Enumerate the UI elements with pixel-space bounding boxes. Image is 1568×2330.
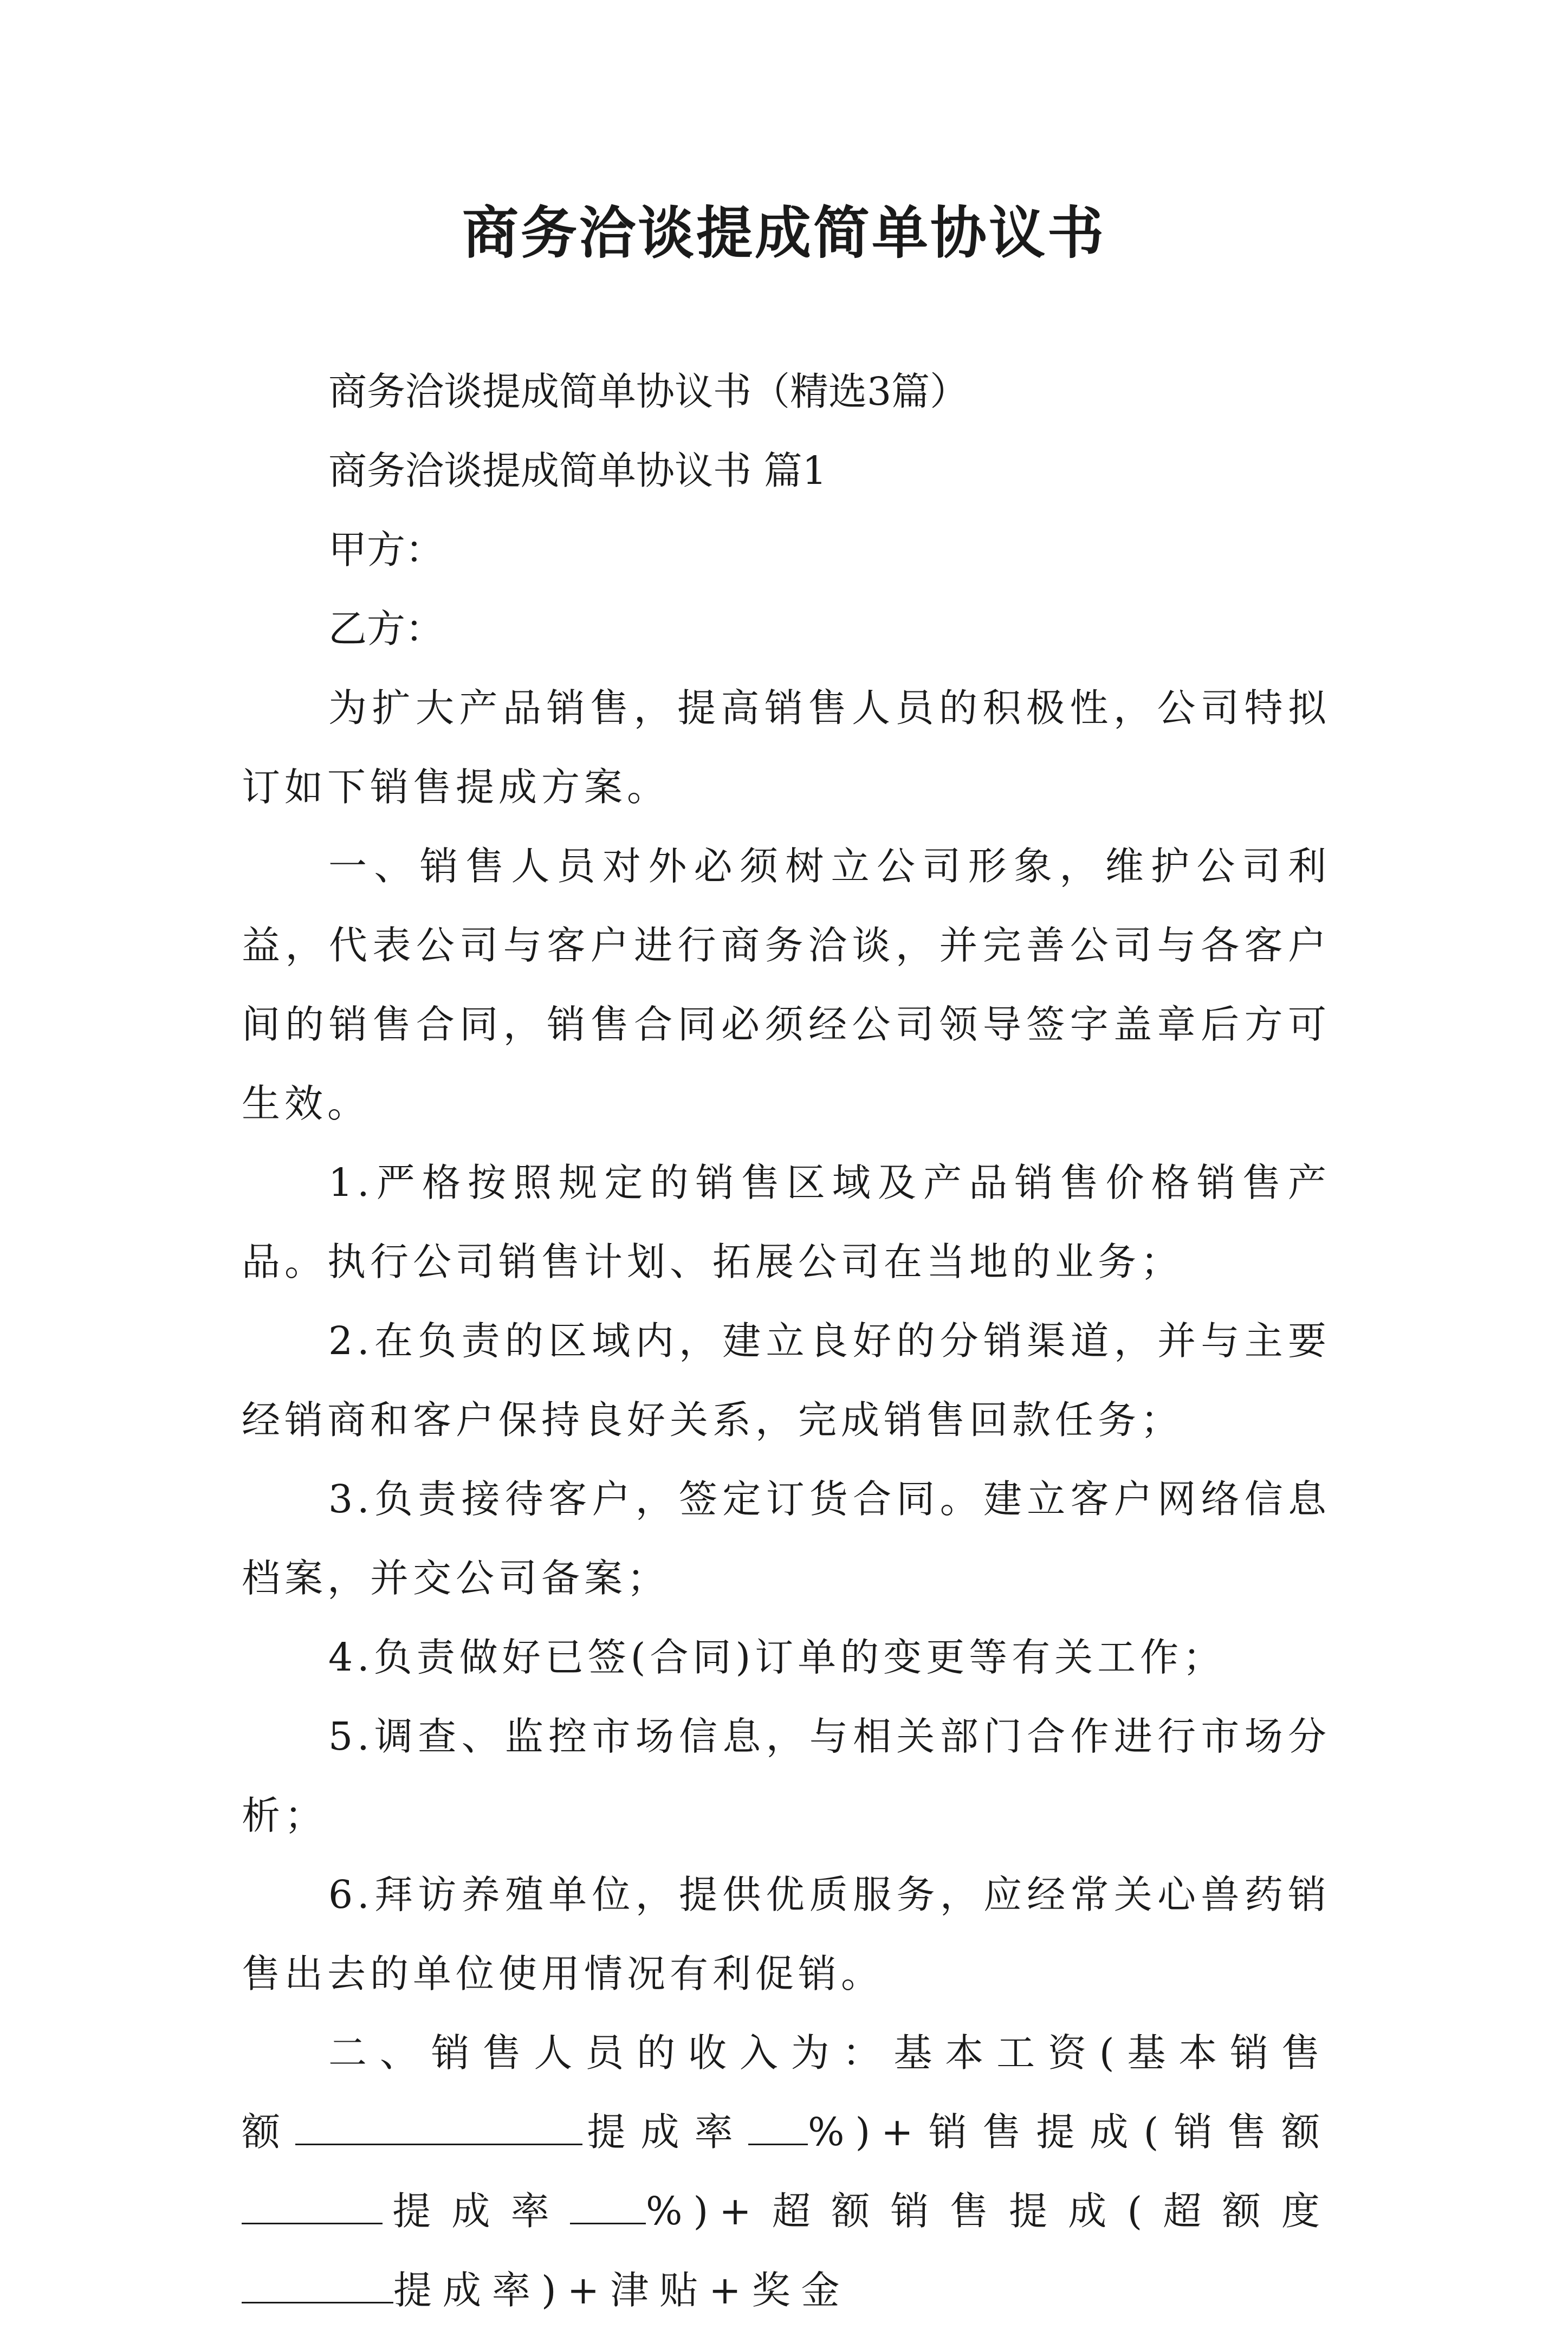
income-text-5: %)+超额销售提成(超额度 — [646, 2189, 1331, 2234]
paragraph-intro: 为扩大产品销售，提高销售人员的积极性，公司特拟订如下销售提成方案。 — [242, 685, 1331, 810]
paragraph-clause-1: 一、销售人员对外必须树立公司形象，维护公司利益，代表公司与客户进行商务洽谈，并完善公司与各客户间的销售合同，销售合同必须经公司领导签字盖章后方可生效。 — [242, 844, 1331, 1126]
paragraph-section-heading: 商务洽谈提成简单协议书 篇1 — [328, 448, 827, 493]
paragraph-party-a: 甲方： — [328, 527, 444, 572]
income-text-3: %)+销售提成(销售额 — [808, 2109, 1331, 2154]
blank-line — [570, 2185, 646, 2224]
blank-line — [242, 2264, 393, 2303]
income-text-2: 提成率 — [582, 2109, 749, 2154]
income-text-6: 提成率)+津贴+奖金 — [393, 2268, 851, 2313]
income-text-4: 提成率 — [383, 2189, 571, 2234]
paragraph-item-2: 2.在负责的区域内，建立良好的分销渠道，并与主要经销商和客户保持良好关系，完成销售回款任务； — [242, 1318, 1331, 1442]
blank-line — [242, 2185, 383, 2224]
document-body — [242, 352, 1331, 2330]
paragraph-item-4: 4.负责做好已签(合同)订单的变更等有关工作； — [328, 1635, 1226, 1680]
paragraph-income-clause — [242, 2014, 1331, 2330]
income-text-1: 二、销售人员的收入为：基本工资(基本销售额 — [242, 2030, 1331, 2154]
paragraph-subtitle: 商务洽谈提成简单协议书（精选3篇） — [328, 369, 969, 414]
paragraph-party-b: 乙方： — [328, 606, 444, 651]
paragraph-item-3: 3.负责接待客户，签定订货合同。建立客户网络信息档案，并交公司备案； — [242, 1477, 1331, 1601]
blank-line — [748, 2106, 808, 2145]
blank-line — [295, 2106, 582, 2145]
paragraph-item-5: 5.调查、监控市场信息，与相关部门合作进行市场分析； — [242, 1714, 1331, 1838]
paragraph-item-6: 6.拜访养殖单位，提供优质服务，应经常关心兽药销售出去的单位使用情况有利促销。 — [242, 1872, 1331, 1996]
document-title: 商务洽谈提成简单协议书 — [462, 199, 1106, 266]
paragraph-item-1: 1.严格按照规定的销售区域及产品销售价格销售产品。执行公司销售计划、拓展公司在当地的业务； — [242, 1160, 1331, 1284]
